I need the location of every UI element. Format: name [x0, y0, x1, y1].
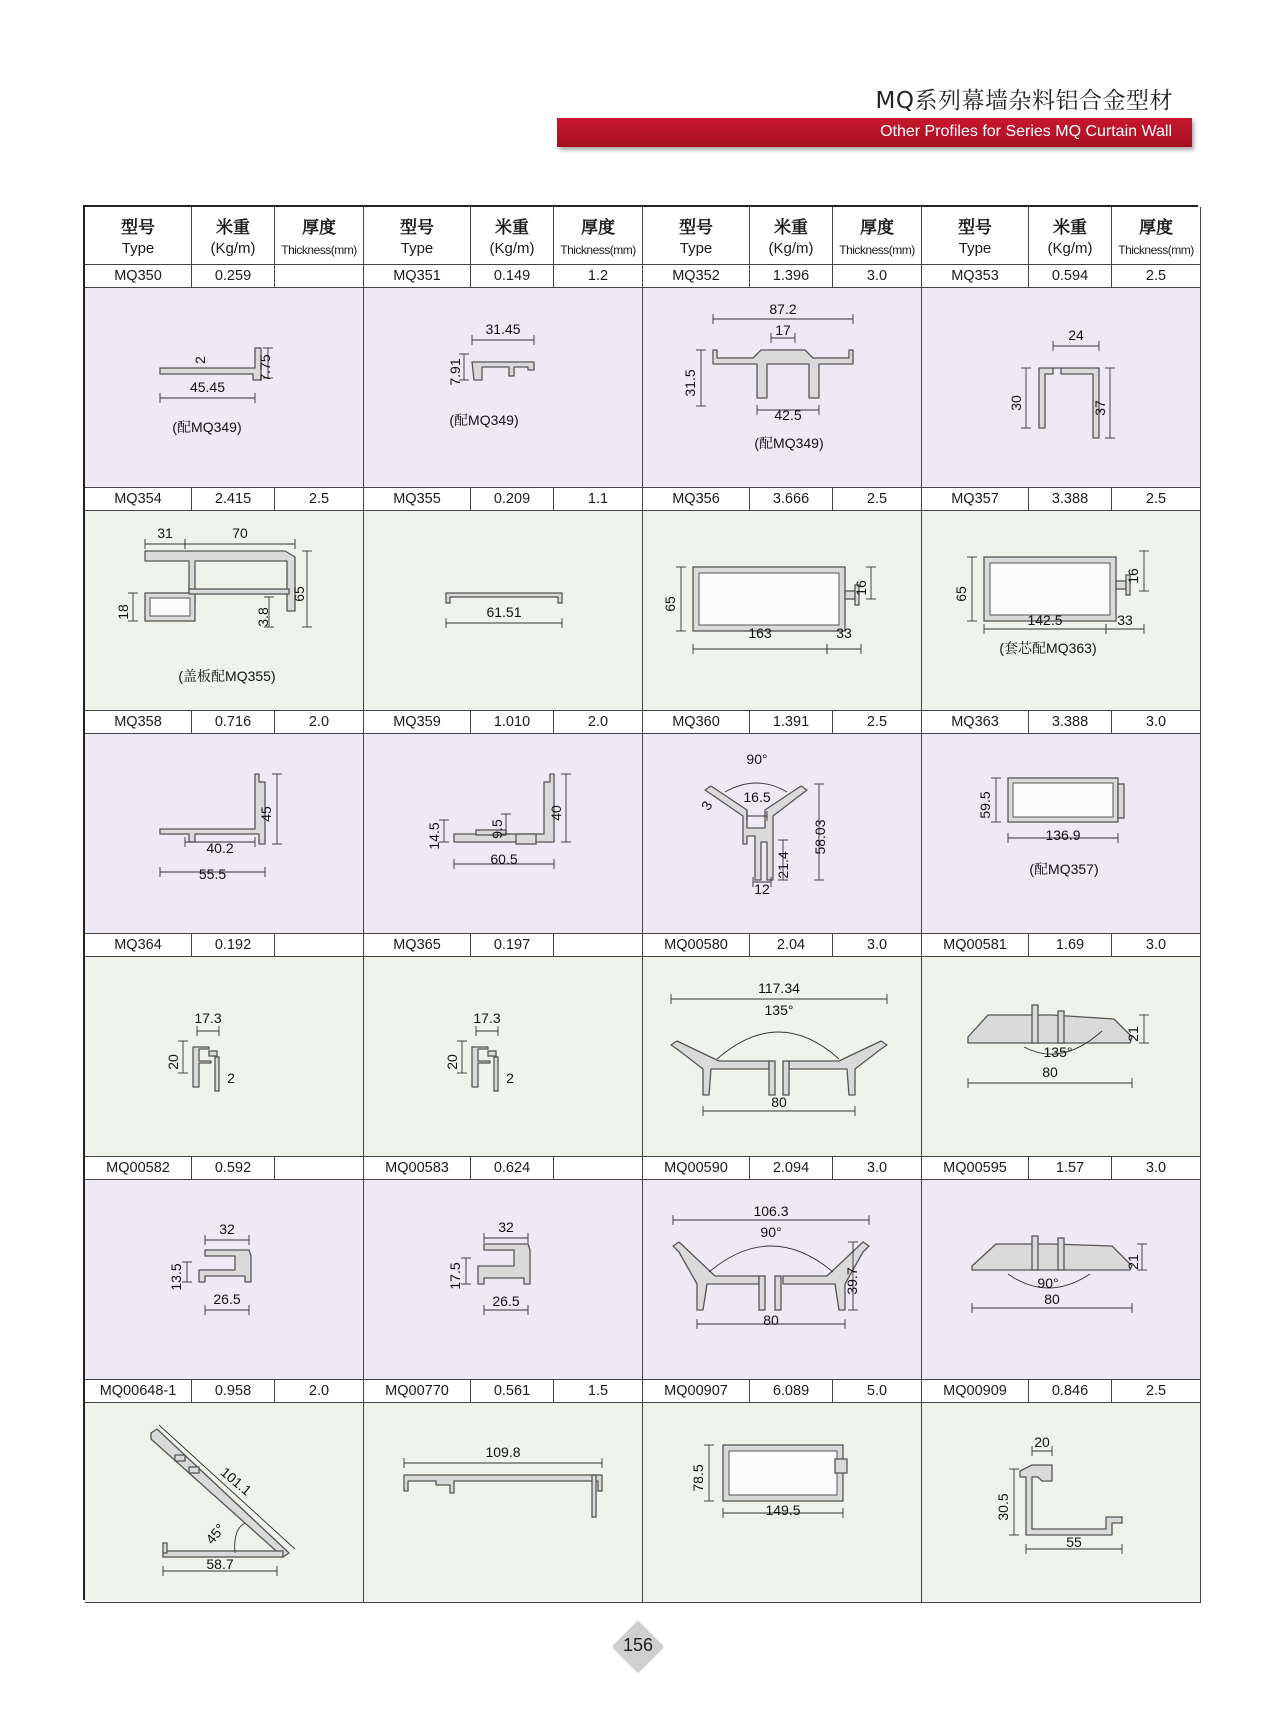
dimension-label: 78.5 — [690, 1464, 706, 1492]
profile-thickness: 2.5 — [1112, 488, 1201, 511]
dimension-label: 2 — [192, 356, 208, 364]
catalog-title: MQ系列幕墙杂料铝合金型材 — [875, 88, 1173, 114]
profile-shape — [775, 1276, 781, 1310]
column-header-thickness — [275, 207, 364, 265]
profile-type: MQ00580 — [643, 934, 750, 957]
dimension-label: 16 — [853, 580, 869, 596]
profile-shape — [1118, 784, 1124, 818]
profile-thickness: 1.2 — [554, 265, 643, 288]
dimension-label: 21 — [1125, 1254, 1141, 1270]
profile-thickness: 3.0 — [833, 1157, 922, 1180]
profile-weight: 1.69 — [1029, 934, 1112, 957]
column-header-weight — [750, 207, 833, 265]
profile-drawing-mq354 — [85, 511, 364, 711]
profile-svg — [364, 288, 643, 488]
profile-shape — [404, 1475, 602, 1493]
header-label-cn: 厚度 — [1139, 218, 1173, 238]
dimension-label: 20 — [444, 1054, 460, 1070]
dimension-label: 30.5 — [995, 1493, 1011, 1521]
profile-void — [990, 563, 1110, 615]
profile-svg — [364, 734, 643, 934]
dimension-label: 80 — [1042, 1064, 1058, 1080]
dimension-label: 17.5 — [447, 1262, 463, 1290]
dimension-label: 109.8 — [485, 1444, 521, 1460]
dimension-label: 12 — [754, 881, 770, 897]
dimension-label: 2 — [227, 1070, 235, 1086]
dimension-label: 45° — [202, 1520, 229, 1548]
header-label-en: (Kg/m) — [768, 240, 814, 257]
profile-thickness — [275, 934, 364, 957]
dimension-label: 16.5 — [743, 789, 771, 805]
profile-svg — [85, 1403, 364, 1603]
profile-type: MQ358 — [85, 711, 192, 734]
dimension-label: 26.5 — [213, 1291, 241, 1307]
profile-thickness: 2.0 — [554, 711, 643, 734]
dimension-label: 33 — [1117, 612, 1133, 628]
profile-void — [699, 573, 839, 625]
profile-drawing-mq352 — [643, 288, 922, 488]
dimension-label: (配MQ349) — [754, 435, 824, 451]
profile-svg — [85, 1180, 364, 1380]
angle-arc — [717, 1032, 839, 1059]
dimension-label: 31 — [157, 525, 173, 541]
profile-weight: 3.666 — [750, 488, 833, 511]
profile-svg — [922, 1403, 1201, 1603]
dimension-label: (配MQ349) — [449, 412, 519, 428]
profile-svg — [922, 288, 1201, 488]
profile-weight: 0.561 — [471, 1380, 554, 1403]
dimension-label: 40 — [548, 805, 564, 821]
profile-thickness — [554, 1157, 643, 1180]
profile-shape — [769, 1061, 775, 1095]
dimension-label: 90° — [760, 1224, 782, 1240]
dimension-label: 37 — [1092, 400, 1108, 416]
profile-svg — [922, 734, 1201, 934]
header-label-en: (Kg/m) — [489, 240, 535, 257]
profile-shape — [209, 1051, 217, 1056]
profile-type: MQ351 — [364, 265, 471, 288]
profile-drawing-mq00581 — [922, 957, 1201, 1157]
profile-thickness: 1.1 — [554, 488, 643, 511]
profile-weight: 0.209 — [471, 488, 554, 511]
dimension-label: 136.9 — [1045, 827, 1081, 843]
dimension-label: 7.91 — [447, 358, 463, 386]
dimension-label: 26.5 — [492, 1293, 520, 1309]
profile-svg — [364, 1180, 643, 1380]
dimension-label: 31.45 — [485, 321, 521, 337]
dimension-label: 149.5 — [765, 1502, 801, 1518]
profile-svg — [922, 957, 1201, 1157]
profile-shape — [592, 1475, 596, 1517]
profile-shape — [478, 1244, 530, 1284]
profile-shape — [199, 1250, 251, 1282]
profile-svg — [643, 1180, 922, 1380]
profile-svg — [85, 957, 364, 1157]
profile-thickness: 2.5 — [1112, 1380, 1201, 1403]
profile-type: MQ00907 — [643, 1380, 750, 1403]
dimension-label: 135° — [1043, 1044, 1073, 1060]
column-header-weight — [192, 207, 275, 265]
profile-shape — [1032, 1236, 1038, 1270]
dimension-label: 65 — [662, 596, 678, 612]
column-header-type — [922, 207, 1029, 265]
profile-void — [1013, 783, 1113, 817]
header-label-en: Thickness(mm) — [281, 243, 357, 257]
profile-shape — [783, 1061, 789, 1095]
profile-svg — [364, 1403, 643, 1603]
profile-svg — [85, 734, 364, 934]
profile-drawing-mq00582 — [85, 1180, 364, 1380]
dimension-label: 17.3 — [473, 1010, 501, 1026]
header-band — [557, 118, 1192, 147]
profile-drawing-mq00907 — [643, 1403, 922, 1603]
column-header-thickness — [1112, 207, 1201, 265]
dimension-label: 9.5 — [489, 819, 505, 839]
header-label-cn: 厚度 — [860, 218, 894, 238]
profile-weight: 0.594 — [1029, 265, 1112, 288]
profile-weight: 1.396 — [750, 265, 833, 288]
profile-weight: 3.388 — [1029, 711, 1112, 734]
profile-type: MQ364 — [85, 934, 192, 957]
profile-drawing-mq358 — [85, 734, 364, 934]
profile-type: MQ355 — [364, 488, 471, 511]
dimension-label: (套芯配MQ363) — [999, 640, 1097, 656]
header-label-en: (Kg/m) — [210, 240, 256, 257]
column-header-type — [643, 207, 750, 265]
dimension-label: 2 — [506, 1070, 514, 1086]
profile-thickness: 3.0 — [1112, 934, 1201, 957]
profile-type: MQ357 — [922, 488, 1029, 511]
header-label-cn: 米重 — [1053, 218, 1087, 238]
profile-shape — [488, 1051, 496, 1056]
profile-shape — [160, 348, 261, 380]
profile-thickness: 3.0 — [833, 265, 922, 288]
profile-type: MQ00909 — [922, 1380, 1029, 1403]
dimension-label: 21 — [1125, 1026, 1141, 1042]
profile-shape — [673, 1242, 759, 1310]
profile-drawing-mq356 — [643, 511, 922, 711]
profile-drawing-mq359 — [364, 734, 643, 934]
profile-drawing-mq353 — [922, 288, 1201, 488]
dimension-label: 65 — [291, 586, 307, 602]
profile-shape — [1032, 1005, 1038, 1043]
profile-weight: 0.624 — [471, 1157, 554, 1180]
profile-weight: 0.592 — [192, 1157, 275, 1180]
dimension-label: 163 — [748, 625, 772, 641]
header-label-en: Thickness(mm) — [1118, 243, 1194, 257]
dimension-label: 90° — [746, 751, 768, 767]
profile-type: MQ363 — [922, 711, 1029, 734]
dimension-label: 117.34 — [758, 980, 800, 996]
header-label-cn: 米重 — [774, 218, 808, 238]
dimension-label: 17.3 — [194, 1010, 222, 1026]
profile-drawing-mq363 — [922, 734, 1201, 934]
profile-type: MQ00581 — [922, 934, 1029, 957]
profile-shape — [1020, 1465, 1122, 1535]
dimension-label: 65 — [953, 586, 969, 602]
profile-table — [83, 205, 1198, 1600]
column-header-thickness — [833, 207, 922, 265]
column-header-type — [85, 207, 192, 265]
profile-thickness: 2.5 — [275, 488, 364, 511]
catalog-subtitle: Other Profiles for Series MQ Curtain Wall — [880, 123, 1172, 140]
profile-type: MQ356 — [643, 488, 750, 511]
profile-drawing-mq360 — [643, 734, 922, 934]
profile-shape — [163, 1543, 167, 1553]
dimension-label: 55 — [1066, 1534, 1082, 1550]
dimension-label: 24 — [1068, 327, 1084, 343]
profile-shape — [835, 1459, 847, 1473]
profile-type: MQ00583 — [364, 1157, 471, 1180]
header-label-cn: 米重 — [495, 218, 529, 238]
profile-svg — [364, 511, 643, 711]
dimension-label: 58.7 — [206, 1556, 234, 1572]
dimension-label: 70 — [232, 525, 248, 541]
profile-type: MQ360 — [643, 711, 750, 734]
profile-svg — [643, 1403, 922, 1603]
profile-shape — [1058, 1011, 1064, 1043]
profile-drawing-mq355 — [364, 511, 643, 711]
column-header-weight — [471, 207, 554, 265]
profile-thickness: 2.0 — [275, 711, 364, 734]
header-label-cn: 型号 — [679, 218, 713, 238]
page-number-badge — [612, 1620, 664, 1672]
header-label-cn: 型号 — [400, 218, 434, 238]
profile-weight: 1.010 — [471, 711, 554, 734]
profile-thickness: 3.0 — [1112, 1157, 1201, 1180]
header-label-en: (Kg/m) — [1047, 240, 1093, 257]
profile-type: MQ00648-1 — [85, 1380, 192, 1403]
profile-svg — [85, 511, 364, 711]
profile-thickness: 5.0 — [833, 1380, 922, 1403]
profile-svg — [922, 1180, 1201, 1380]
profile-weight: 1.391 — [750, 711, 833, 734]
profile-weight: 0.197 — [471, 934, 554, 957]
dimension-label: 60.5 — [490, 851, 518, 867]
profile-type: MQ00582 — [85, 1157, 192, 1180]
dimension-label: 3.8 — [255, 607, 271, 627]
profile-shape — [968, 1015, 1132, 1043]
header-label-en: Type — [958, 240, 992, 257]
profile-shape — [189, 1467, 199, 1473]
profile-drawing-mq00648-1 — [85, 1403, 364, 1603]
profile-type: MQ00770 — [364, 1380, 471, 1403]
profile-shape — [215, 1057, 219, 1091]
header-label-en: Type — [400, 240, 434, 257]
dimension-label: 30 — [1008, 395, 1024, 411]
profile-shape — [472, 362, 534, 380]
dimension-label: 59.5 — [977, 791, 993, 819]
dimension-label: 80 — [771, 1094, 787, 1110]
profile-drawing-mq00583 — [364, 1180, 643, 1380]
profile-shape — [1058, 1238, 1064, 1270]
dimension-label: 39.7 — [844, 1267, 860, 1295]
dimension-label: 135° — [764, 1002, 794, 1018]
dimension-label: (配MQ349) — [172, 419, 242, 435]
header-label-en: Thickness(mm) — [560, 243, 636, 257]
profile-thickness: 2.5 — [833, 711, 922, 734]
header-label-cn: 型号 — [121, 218, 155, 238]
profile-shape — [175, 1455, 185, 1461]
profile-weight: 6.089 — [750, 1380, 833, 1403]
dimension-label: 90° — [1037, 1275, 1059, 1291]
header-label-cn: 厚度 — [581, 218, 615, 238]
profile-thickness: 3.0 — [833, 934, 922, 957]
dimension-label: 45 — [258, 806, 274, 822]
dimension-label: 142.5 — [1027, 612, 1063, 628]
dimension-label: 14.5 — [426, 822, 442, 850]
profile-shape — [759, 1276, 765, 1310]
dimension-label: 55.5 — [198, 866, 227, 882]
profile-weight: 3.388 — [1029, 488, 1112, 511]
profile-type: MQ359 — [364, 711, 471, 734]
header-label-cn: 型号 — [958, 218, 992, 238]
profile-svg — [364, 957, 643, 1157]
dimension-label: 20 — [1034, 1434, 1050, 1450]
dimension-label: 32 — [498, 1219, 514, 1235]
profile-shape — [193, 1047, 211, 1087]
dimension-label: 87.2 — [769, 301, 797, 317]
header-label-en: Type — [679, 240, 713, 257]
profile-weight: 0.846 — [1029, 1380, 1112, 1403]
dimension-label: 42.5 — [774, 407, 802, 423]
profile-thickness: 2.0 — [275, 1380, 364, 1403]
angle-arc — [235, 1523, 245, 1553]
dimension-label: 13.5 — [168, 1263, 184, 1291]
profile-weight: 0.958 — [192, 1380, 275, 1403]
dimension-label: 106.3 — [753, 1203, 789, 1219]
dimension-label: 17 — [775, 322, 791, 338]
profile-drawing-mq00580 — [643, 957, 922, 1157]
profile-shape — [189, 589, 289, 594]
profile-drawing-mq365 — [364, 957, 643, 1157]
profile-weight: 0.192 — [192, 934, 275, 957]
dimension-label: 58.03 — [812, 819, 828, 855]
dimension-label: 21.4 — [775, 851, 791, 879]
profile-drawing-mq350 — [85, 288, 364, 488]
dimension-label: 61.51 — [486, 604, 522, 620]
profile-thickness: 2.5 — [1112, 265, 1201, 288]
profile-weight: 0.149 — [471, 265, 554, 288]
profile-drawing-mq364 — [85, 957, 364, 1157]
column-header-weight — [1029, 207, 1112, 265]
profile-type: MQ00595 — [922, 1157, 1029, 1180]
profile-void — [729, 1451, 837, 1495]
header-label-cn: 厚度 — [302, 218, 336, 238]
dimension-label: (配MQ357) — [1029, 861, 1099, 877]
dimension-label: (盖板配MQ355) — [178, 668, 276, 684]
profile-drawing-mq00590 — [643, 1180, 922, 1380]
dimension-label: 31.5 — [682, 369, 698, 397]
column-header-thickness — [554, 207, 643, 265]
profile-drawing-mq357 — [922, 511, 1201, 711]
profile-weight: 2.094 — [750, 1157, 833, 1180]
dimension-label: 18 — [115, 604, 131, 620]
profile-shape — [472, 1047, 490, 1087]
profile-shape — [789, 1041, 887, 1095]
profile-svg — [643, 511, 922, 711]
profile-thickness — [275, 265, 364, 288]
dimension-label: 32 — [219, 1221, 235, 1237]
profile-weight: 2.415 — [192, 488, 275, 511]
profile-void — [150, 598, 190, 616]
profile-shape — [494, 1057, 498, 1091]
profile-shape — [1039, 368, 1099, 438]
profile-drawing-mq00595 — [922, 1180, 1201, 1380]
profile-thickness: 3.0 — [1112, 711, 1201, 734]
profile-svg — [643, 288, 922, 488]
profile-shape — [516, 834, 536, 844]
profile-weight: 0.259 — [192, 265, 275, 288]
profile-weight: 2.04 — [750, 934, 833, 957]
profile-svg — [85, 288, 364, 488]
profile-thickness — [554, 934, 643, 957]
dimension-label: 3 — [697, 798, 716, 813]
profile-thickness: 2.5 — [833, 488, 922, 511]
profile-svg — [922, 511, 1201, 711]
dimension-label: 80 — [1044, 1291, 1060, 1307]
profile-type: MQ352 — [643, 265, 750, 288]
profile-weight: 1.57 — [1029, 1157, 1112, 1180]
profile-shape — [972, 1244, 1132, 1270]
profile-type: MQ350 — [85, 265, 192, 288]
dimension-label: 16 — [1125, 568, 1141, 584]
profile-shape — [713, 350, 853, 398]
profile-thickness — [275, 1157, 364, 1180]
profile-drawing-mq00909 — [922, 1403, 1201, 1603]
column-header-type — [364, 207, 471, 265]
header-label-cn: 米重 — [216, 218, 250, 238]
profile-type: MQ353 — [922, 265, 1029, 288]
profile-thickness: 1.5 — [554, 1380, 643, 1403]
dimension-label: 101.1 — [217, 1463, 255, 1499]
profile-type: MQ365 — [364, 934, 471, 957]
header-label-en: Type — [121, 240, 155, 257]
angle-arc — [709, 1246, 833, 1272]
dimension-label: 40.2 — [206, 840, 234, 856]
dimension-label: 80 — [763, 1312, 779, 1328]
header-label-en: Thickness(mm) — [839, 243, 915, 257]
profile-svg — [643, 957, 922, 1157]
page-number: 156 — [622, 1635, 654, 1655]
profile-weight: 0.716 — [192, 711, 275, 734]
profile-shape — [671, 1041, 769, 1095]
profile-type: MQ354 — [85, 488, 192, 511]
dimension-label: 33 — [836, 625, 852, 641]
profile-type: MQ00590 — [643, 1157, 750, 1180]
profile-svg — [643, 734, 922, 934]
profile-shape — [160, 774, 265, 844]
dimension-label: 7.75 — [257, 354, 273, 382]
profile-drawing-mq351 — [364, 288, 643, 488]
dimension-label: 20 — [165, 1054, 181, 1070]
profile-shape — [446, 593, 562, 603]
profile-drawing-mq00770 — [364, 1403, 643, 1603]
dimension-label: 45.45 — [189, 379, 226, 395]
